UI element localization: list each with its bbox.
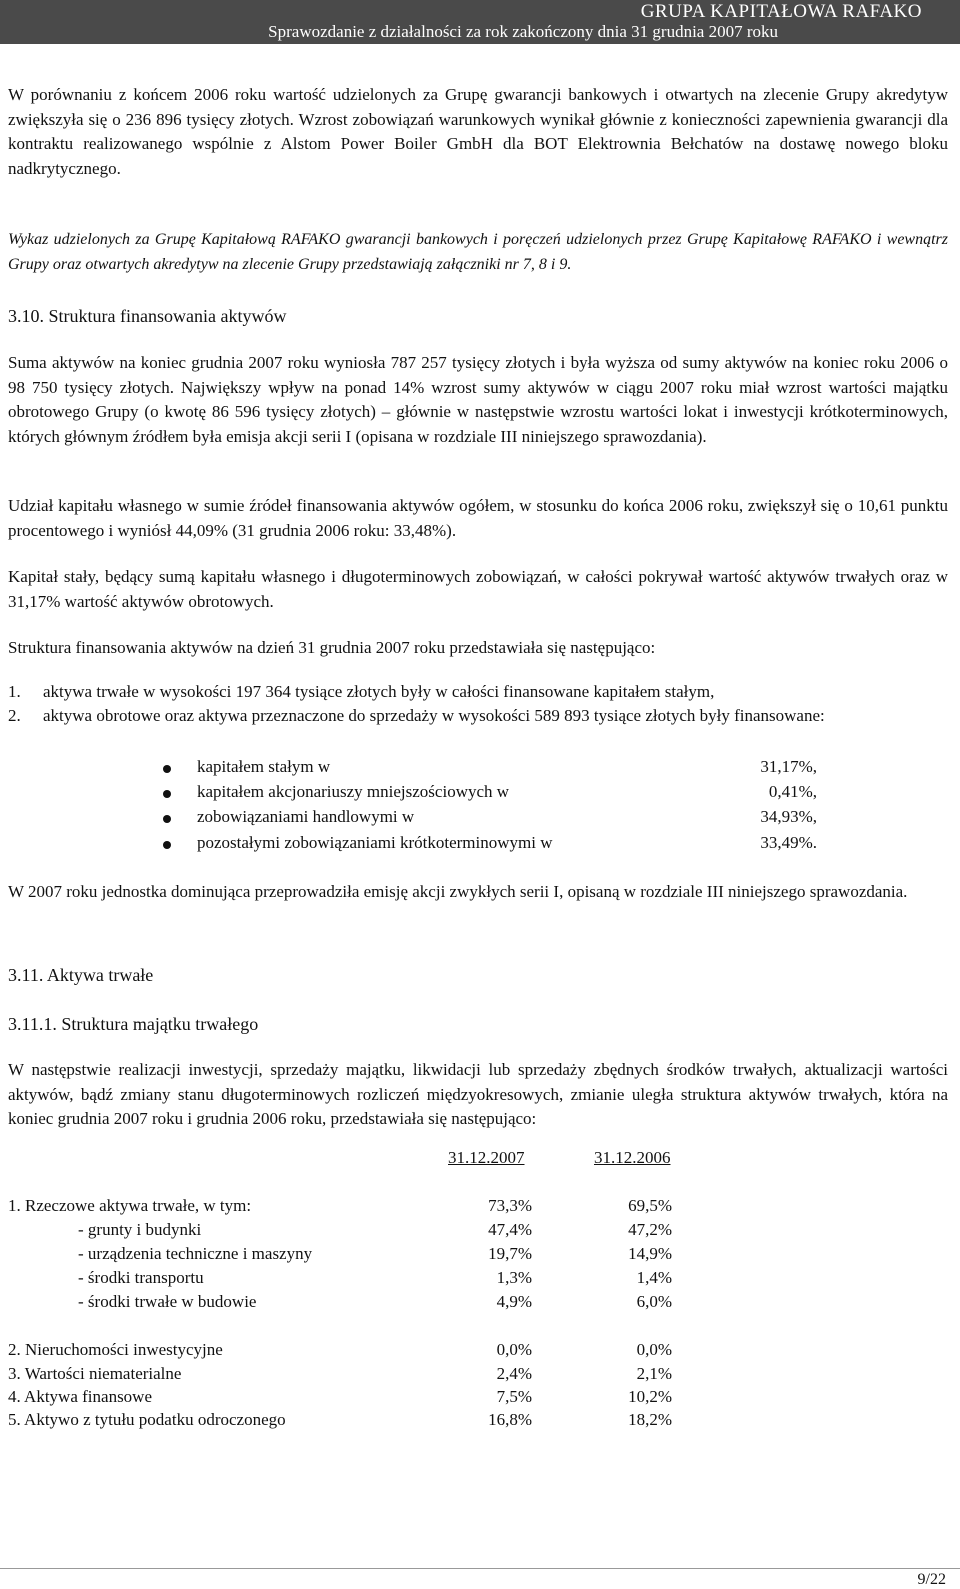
bullet-value: 0,41%,: [768, 782, 817, 801]
row-label: 3. Wartości niematerialne: [8, 1364, 182, 1383]
row-label: 1. Rzeczowe aktywa trwałe, w tym:: [8, 1196, 252, 1215]
paragraph-assets-sum: Suma aktywów na koniec grudnia 2007 roku wyniosła 787 257 tysięcy złotych i była wyższa od sumy aktywów na koniec roku 2006 o 98 750 tysięcy złotych. Największy wpływ na ponad 14% wzrost sumy aktywów w ciągu 2007 roku miał wzrost wartości majątku obrotowego Grupy (o kwotę 86 596 tysięcy złotych) – głównie w następstwie wzrostu wartości lokat i inwestycji krótkoterminowych, których głównym źródłem była emisja akcji serii I (opisana w rozdziale III niniejszego sprawozdania).: [8, 353, 948, 446]
row-label: - środki transportu: [78, 1268, 204, 1287]
page-header: [0, 0, 960, 44]
row-label: - środki trwałe w budowie: [78, 1292, 257, 1311]
list-number: 2.: [8, 706, 21, 725]
numbered-list-item: [8, 704, 948, 729]
row-value-2007: 16,8%: [488, 1410, 532, 1429]
table-row: [8, 1196, 708, 1220]
bullet-text: zobowiązaniami handlowymi w: [197, 807, 415, 826]
section-heading-3-11-1: 3.11.1. Struktura majątku trwałego: [8, 1014, 259, 1034]
row-label: 4. Aktywa finansowe: [8, 1387, 153, 1406]
row-value-2006: 69,5%: [628, 1196, 672, 1215]
row-value-2006: 18,2%: [628, 1410, 672, 1429]
bullet-dot-icon: [163, 815, 171, 823]
paragraph-guarantees: W porównaniu z końcem 2006 roku wartość udzielonych za Grupę gwarancji bankowych i otwartych na zlecenie Grupy akredytyw zwiększyła się o 236 896 tysięcy złotych. Wzrost zobowiązań warunkowych wynikał głównie z konieczności zapewnienia gwarancji dla kontraktu realizowanego wspólnie z Alstom Power Boiler GmbH dla BOT Elektrownia Bełchatów na dostawę nowego bloku nadkrytycznego.: [8, 85, 948, 178]
table-row: [8, 1364, 708, 1388]
row-value-2007: 2,4%: [496, 1364, 532, 1383]
row-label: - grunty i budynki: [78, 1220, 202, 1239]
row-value-2006: 14,9%: [628, 1244, 672, 1263]
table-row: [8, 1220, 708, 1244]
bullet-text: kapitałem akcjonariuszy mniejszościowych w: [197, 782, 510, 801]
bullet-value: 31,17%,: [760, 757, 817, 776]
row-value-2006: 2,1%: [636, 1364, 672, 1383]
bullet-value: 33,49%.: [760, 833, 817, 852]
row-value-2007: 7,5%: [496, 1387, 532, 1406]
section-heading-3-10: 3.10. Struktura finansowania aktywów: [8, 306, 287, 326]
footer-divider: [0, 1568, 960, 1569]
header-company: GRUPA KAPITAŁOWA RAFAKO: [640, 1, 922, 22]
table-row: [8, 1292, 708, 1316]
list-text: aktywa obrotowe oraz aktywa przeznaczone do sprzedaży w wysokości 589 893 tysiące złotych były finansowane:: [43, 706, 825, 725]
table-row: [8, 1244, 708, 1268]
paragraph-fixed-capital: Kapitał stały, będący sumą kapitału własnego i długoterminowych zobowiązań, w całości pokrywał wartość aktywów trwałych oraz w 31,17% wartość aktywów obrotowych.: [8, 567, 948, 611]
list-number: 1.: [8, 682, 21, 701]
list-text: aktywa trwałe w wysokości 197 364 tysiące złotych były w całości finansowane kapitałem stałym,: [43, 682, 715, 701]
row-value-2007: 47,4%: [488, 1220, 532, 1239]
numbered-list-item: [8, 680, 948, 705]
table-header-2007: 31.12.2007: [448, 1148, 525, 1167]
row-value-2007: 4,9%: [496, 1292, 532, 1311]
row-value-2007: 1,3%: [496, 1268, 532, 1287]
row-label: 2. Nieruchomości inwestycyjne: [8, 1340, 223, 1359]
page-number: 9/22: [917, 1571, 946, 1588]
paragraph-fixed-assets-structure: W następstwie realizacji inwestycji, sprzedaży majątku, likwidacji lub sprzedaży zbędnych środków trwałych, aktualizacji wartości aktywów, bądź zmiany stanu długoterminowych rozliczeń międzyokresowych, zmianie uległa struktura aktywów trwałych, która na koniec grudnia 2007 roku i grudnia 2006 roku, przedstawiała się następująco:: [8, 1060, 948, 1128]
row-label: - urządzenia techniczne i maszyny: [78, 1244, 313, 1263]
table-row: [8, 1340, 708, 1364]
row-value-2006: 10,2%: [628, 1387, 672, 1406]
table-row: [8, 1268, 708, 1292]
paragraph-attachments: Wykaz udzielonych za Grupę Kapitałową RAFAKO gwarancji bankowych i poręczeń udzielonych przez Grupę Kapitałowę RAFAKO i wewnątrz Grupy oraz otwartych akredytyw na zlecenie Grupy przedstawiają załączniki nr 7, 8 i 9.: [8, 231, 948, 273]
bullet-dot-icon: [163, 790, 171, 798]
section-heading-3-11: 3.11. Aktywa trwałe: [8, 965, 154, 985]
bullet-dot-icon: [163, 765, 171, 773]
bullet-text: kapitałem stałym w: [197, 757, 331, 776]
row-value-2006: 6,0%: [636, 1292, 672, 1311]
header-report-title: Sprawozdanie z działalności za rok zakończony dnia 31 grudnia 2007 roku: [268, 22, 778, 41]
bullet-dot-icon: [163, 841, 171, 849]
row-value-2006: 0,0%: [636, 1340, 672, 1359]
row-value-2006: 1,4%: [636, 1268, 672, 1287]
paragraph-structure-intro: Struktura finansowania aktywów na dzień 31 grudnia 2007 roku przedstawiała się następująco:: [8, 638, 656, 657]
bullet-value: 34,93%,: [760, 807, 817, 826]
paragraph-share-issue: W 2007 roku jednostka dominująca przeprowadziła emisję akcji zwykłych serii I, opisaną w rozdziale III niniejszego sprawozdania.: [8, 882, 908, 901]
row-value-2006: 47,2%: [628, 1220, 672, 1239]
bullet-text: pozostałymi zobowiązaniami krótkoterminowymi w: [197, 833, 553, 852]
row-label: 5. Aktywo z tytułu podatku odroczonego: [8, 1410, 286, 1429]
table-row: [8, 1387, 708, 1411]
row-value-2007: 19,7%: [488, 1244, 532, 1263]
row-value-2007: 0,0%: [496, 1340, 532, 1359]
table-row: [8, 1410, 708, 1434]
table-header-2006: 31.12.2006: [594, 1148, 671, 1167]
paragraph-equity-share: Udział kapitału własnego w sumie źródeł finansowania aktywów ogółem, w stosunku do końca 2006 roku, zwiększył się o 10,61 punktu procentowego i wyniósł 44,09% (31 grudnia 2006 roku: 33,48%).: [8, 496, 948, 540]
row-value-2007: 73,3%: [488, 1196, 532, 1215]
